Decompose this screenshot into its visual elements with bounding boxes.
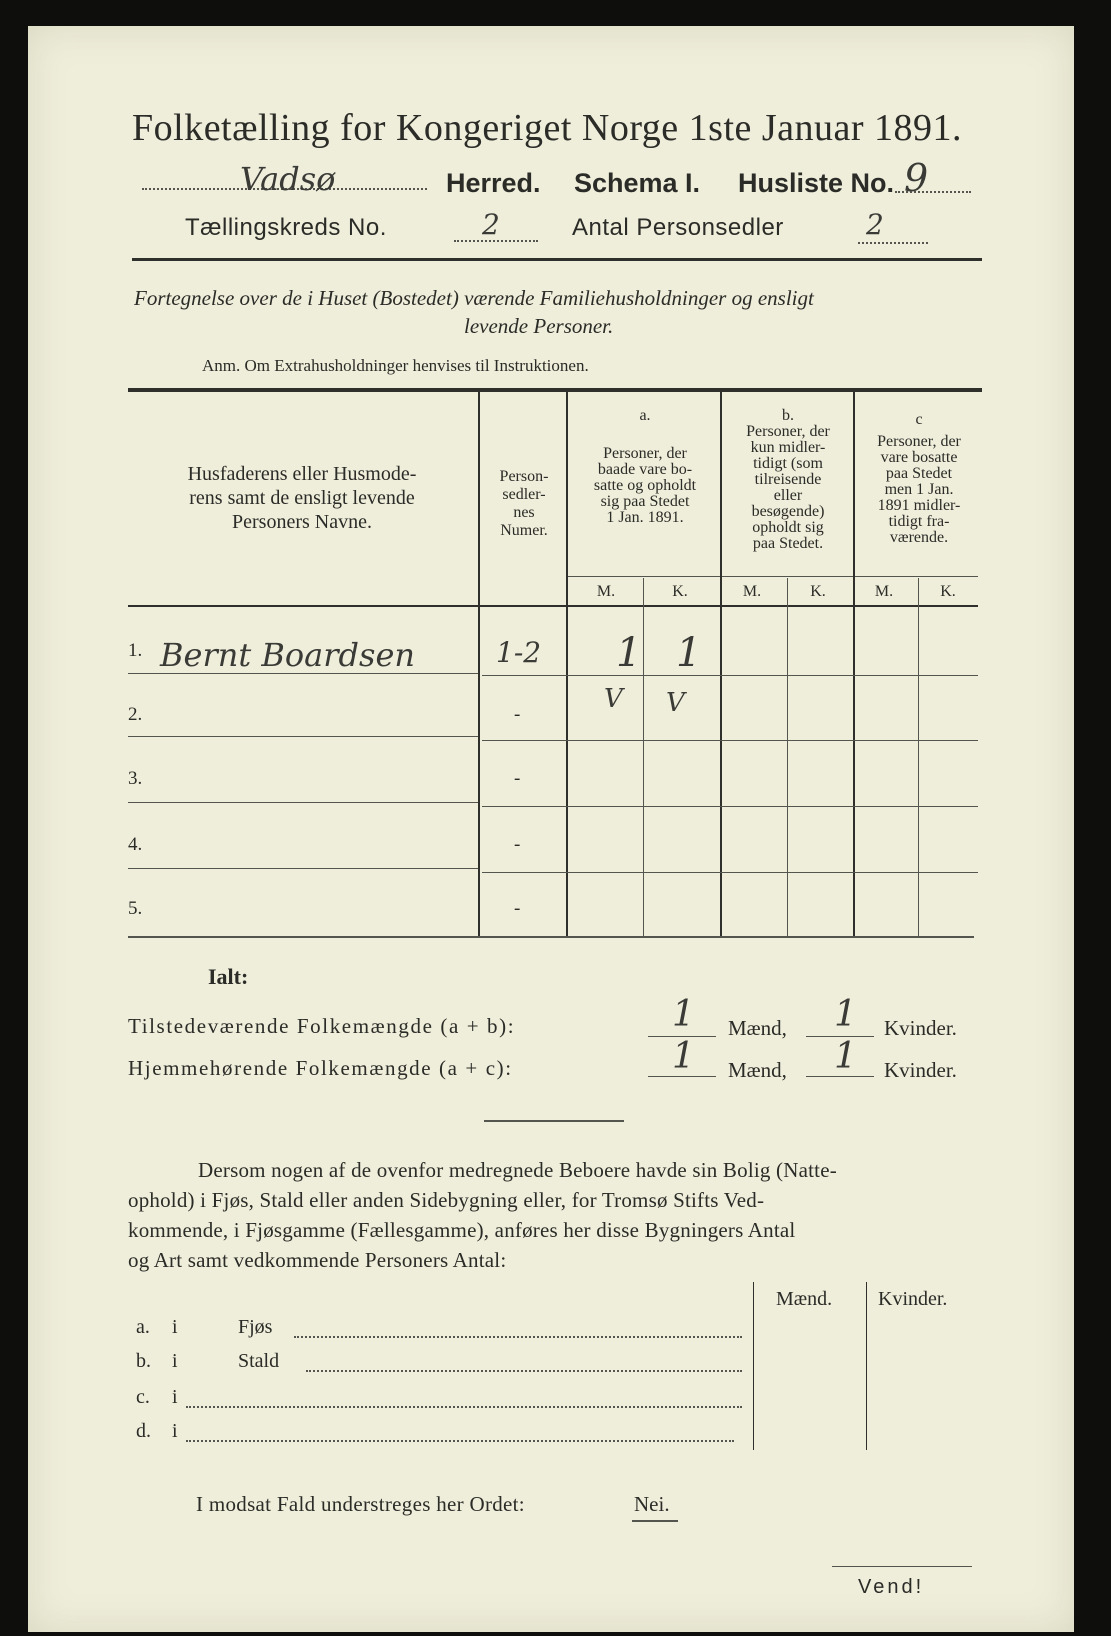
row-line-4b: [482, 872, 978, 873]
col-header-c-line: 1891 midler-: [877, 497, 961, 514]
col-divider-3: [720, 392, 722, 936]
row-numer-3: -: [514, 768, 521, 789]
col-header-numer-line: nes: [513, 504, 535, 521]
totals-line1-label: Tilstedeværende Folkemængde (a + b):: [128, 1014, 516, 1038]
col-header-a-line: sig paa Stedet: [600, 493, 690, 510]
col-header-c-line: men 1 Jan.: [884, 481, 954, 498]
row-line-1b: [482, 675, 978, 676]
col-header-c-line: tidigt fra-: [888, 513, 950, 530]
totals-line1-kvinder-value: 1: [834, 994, 857, 1035]
kreds-label: Tællingskreds No.: [185, 214, 387, 241]
building-item-d-prefix: i: [172, 1420, 178, 1442]
totals-line2-maend-value: 1: [672, 1036, 695, 1077]
mk-label-b-k: K.: [810, 583, 826, 600]
herred-label: Herred.: [446, 168, 541, 198]
buildings-divider-1: [753, 1282, 754, 1450]
row-number-3: 3.: [128, 768, 143, 789]
mk-div-a: [643, 578, 644, 936]
buildings-col-kvinder: Kvinder.: [878, 1288, 948, 1310]
row-number-2: 2.: [128, 704, 143, 725]
totals-line1-kvinder-label: Kvinder.: [884, 1016, 957, 1040]
mk-label-c-k: K.: [940, 583, 956, 600]
col-header-b-line: kun midler-: [750, 439, 826, 456]
totals-line1-maend-label: Mænd,: [728, 1016, 787, 1040]
col-header-a-line: 1 Jan. 1891.: [606, 509, 684, 526]
building-item-a-prefix: i: [172, 1316, 178, 1338]
buildings-para-1: Dersom nogen af de ovenfor medregnede Beboere havde sin Bolig (Natte-: [198, 1158, 837, 1182]
building-item-d-dots: [186, 1440, 734, 1442]
row-check-k-1: V: [666, 688, 685, 718]
building-item-b-label: Stald: [238, 1350, 280, 1372]
header-rule: [132, 258, 982, 261]
col-header-a-line: baade vare bo-: [597, 461, 693, 478]
col-header-b-line: opholdt sig: [752, 519, 824, 536]
kreds-dots: [454, 240, 538, 242]
nei-underline: [632, 1520, 678, 1522]
row-numer-4: -: [514, 834, 521, 855]
col-header-names-line: rens samt de ensligt levende: [189, 487, 415, 509]
col-header-b-line: besøgende): [751, 503, 825, 520]
vend-rule: [832, 1566, 972, 1567]
row-numer-5: -: [514, 898, 521, 919]
building-item-d-letter: d.: [136, 1420, 151, 1442]
building-item-a-label: Fjøs: [238, 1316, 273, 1338]
antal-value: 2: [866, 208, 884, 241]
building-item-c-dots: [186, 1406, 742, 1408]
col-header-a-line: Personer, der: [603, 445, 687, 462]
mk-div-b: [787, 578, 788, 936]
intro-line1: Fortegnelse over de i Huset (Bostedet) værende Familiehusholdninger og ensligt: [134, 286, 814, 310]
totals-line2-label: Hjemmehørende Folkemængde (a + c):: [128, 1056, 513, 1080]
col-header-b-line: tilreisende: [754, 471, 822, 488]
table-bottom-rule: [128, 936, 974, 938]
row-numer-1: 1-2: [496, 636, 542, 669]
col-header-numer-line: sedler-: [502, 486, 546, 503]
totals-line2-kvinder-label: Kvinder.: [884, 1058, 957, 1082]
col-header-names-line: Personers Navne.: [232, 511, 372, 533]
col-divider-1: [478, 392, 480, 936]
col-header-c-line: Personer, der: [877, 433, 961, 450]
row-line-2b: [482, 740, 978, 741]
row-number-4: 4.: [128, 834, 143, 855]
col-header-numer: [482, 468, 566, 540]
husliste-value: 9: [904, 156, 929, 200]
col-header-b: [723, 408, 853, 552]
mk-label-b-m: M.: [742, 583, 762, 600]
section-separator: [484, 1120, 624, 1122]
buildings-col-maend: Mænd.: [776, 1288, 833, 1310]
col-header-numer-line: Person-: [499, 468, 549, 485]
mk-label-a-m: M.: [596, 583, 616, 600]
vend-label: Vend!: [858, 1576, 925, 1598]
col-header-b-line: tidigt (som: [753, 455, 823, 472]
col-divider-4: [853, 392, 855, 936]
schema-label: Schema I.: [574, 168, 701, 198]
totals-line2-maend-label: Mænd,: [728, 1058, 787, 1082]
totals-line2-kvinder-value: 1: [834, 1036, 857, 1077]
nei-word: Nei.: [634, 1492, 670, 1516]
row-line-4: [128, 868, 478, 869]
row-name-1: Bernt Boardsen: [160, 636, 415, 674]
mk-label-a-k: K.: [672, 583, 688, 600]
building-item-c-prefix: i: [172, 1386, 178, 1408]
mk-div-c: [918, 578, 919, 936]
col-header-names-line: Husfaderens eller Husmode-: [187, 463, 417, 485]
col-header-b-line: paa Stedet.: [752, 535, 824, 552]
building-item-b-letter: b.: [136, 1350, 151, 1372]
mk-label-c-m: M.: [874, 583, 894, 600]
row-a-k-1: 1: [676, 630, 702, 676]
row-numer-2: -: [514, 704, 521, 725]
building-item-a-letter: a.: [136, 1316, 150, 1338]
col-header-b-line: eller: [773, 487, 803, 504]
col-divider-2: [566, 392, 568, 936]
col-header-c-line: vare bosatte: [880, 449, 958, 466]
building-item-a-dots: [294, 1336, 742, 1338]
col-header-c-line: paa Stedet: [885, 465, 953, 482]
modsat-text: I modsat Fald understreges her Ordet:: [196, 1492, 525, 1516]
col-header-a-letter: a.: [639, 407, 651, 424]
anm-note: Anm. Om Extrahusholdninger henvises til Instruktionen.: [202, 356, 589, 375]
buildings-para-4: og Art samt vedkommende Personers Antal:: [128, 1248, 507, 1272]
antal-label: Antal Personsedler: [572, 214, 784, 241]
buildings-para-3: kommende, i Fjøsgamme (Fællesgamme), anføres her disse Bygningers Antal: [128, 1218, 796, 1242]
table-mk-rule: [128, 605, 978, 607]
building-item-b-prefix: i: [172, 1350, 178, 1372]
col-header-c-line: værende.: [889, 529, 949, 546]
row-number-1: 1.: [128, 640, 143, 661]
col-header-numer-line: Numer.: [500, 522, 548, 539]
row-line-2: [128, 736, 478, 737]
row-number-5: 5.: [128, 898, 143, 919]
row-a-m-1: 1: [616, 630, 642, 676]
col-header-a: [570, 408, 720, 526]
buildings-para-2: ophold) i Fjøs, Stald eller anden Sidebygning eller, for Tromsø Stifts Ved-: [128, 1188, 765, 1212]
table-mk-top: [568, 576, 978, 577]
building-item-c-letter: c.: [136, 1386, 150, 1408]
ialt-label: Ialt:: [208, 964, 249, 989]
col-header-c-letter: c: [915, 411, 923, 428]
col-header-b-line: Personer, der: [746, 423, 830, 440]
form-title: Folketælling for Kongeriget Norge 1ste Januar 1891.: [132, 107, 963, 149]
intro-line2: levende Personer.: [464, 314, 614, 338]
row-check-m-1: V: [604, 684, 623, 714]
col-header-b-letter: b.: [782, 407, 794, 424]
husliste-label: Husliste No.: [738, 168, 895, 198]
antal-dots: [858, 242, 928, 244]
col-header-names: [132, 462, 472, 534]
totals-line1-maend-value: 1: [672, 994, 695, 1035]
kreds-value: 2: [482, 208, 500, 241]
building-item-b-dots: [306, 1370, 742, 1372]
herred-value: Vadsø: [240, 160, 336, 198]
row-line-3: [128, 802, 478, 803]
col-header-a-line: satte og opholdt: [593, 477, 697, 494]
row-line-3b: [482, 806, 978, 807]
husliste-dots: [895, 191, 971, 193]
col-header-c: [856, 412, 982, 546]
buildings-divider-2: [866, 1282, 867, 1450]
